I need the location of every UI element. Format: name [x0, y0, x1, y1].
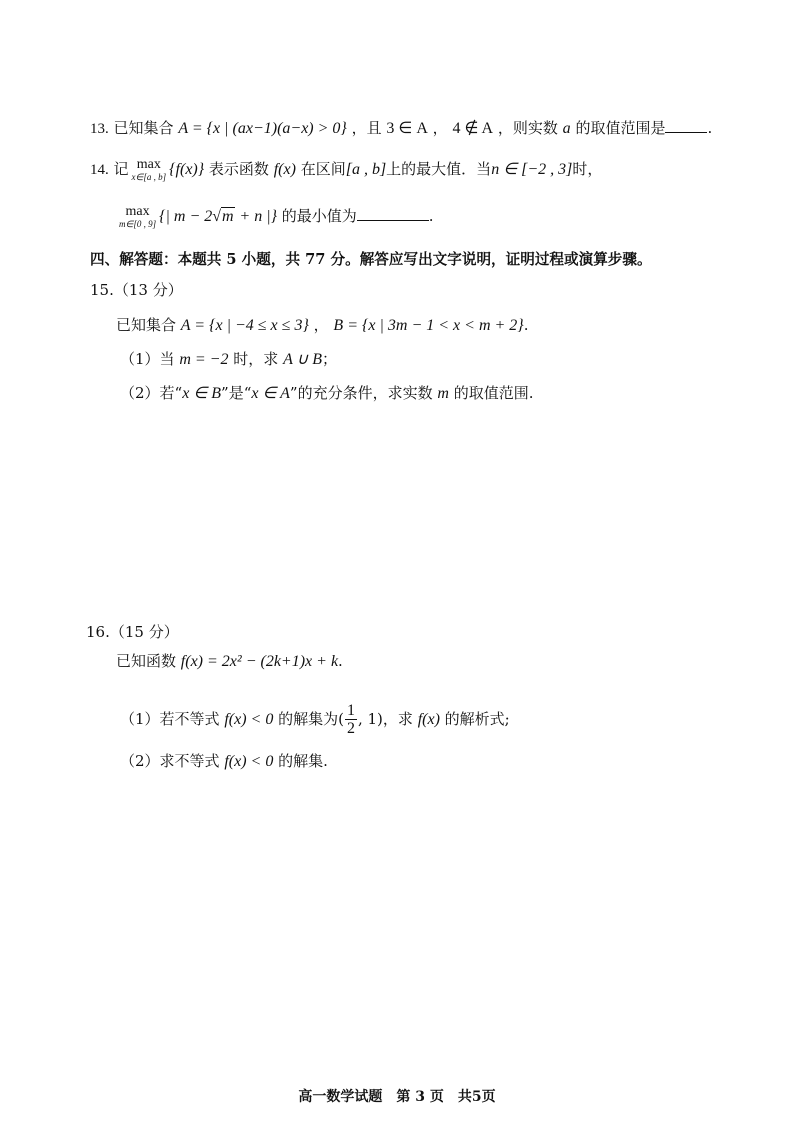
question-14-text-2: 表示函数 [208, 160, 269, 178]
question-14-expr-2a: {| m − 2 [159, 208, 213, 225]
max-operator-2-subscript: m∈[0 , 9] [119, 219, 157, 229]
question-13-end: . [707, 119, 713, 137]
question-16-part-1 [120, 703, 510, 737]
question-16-part-1-inequality: f(x) < 0 [224, 711, 274, 728]
question-16-text-1: 已知函数 [116, 652, 177, 670]
question-16-part-1-label: （1）若不等式 [120, 710, 220, 728]
question-14-expr-2b: + n |} [239, 208, 277, 225]
question-16-part-2-label: （2）求不等式 [120, 752, 220, 770]
question-15-heading: 15.（13 分） [90, 281, 183, 299]
question-14-number: 14. [90, 162, 109, 178]
question-15-part-1-end: ； [322, 350, 338, 368]
question-16-part-2 [120, 750, 328, 773]
question-14-text-4: 上的最大值．当 [386, 160, 492, 178]
fraction-one-half [345, 703, 357, 737]
question-15-set-b: B = {x | 3m − 1 < x < m + 2} [333, 317, 524, 334]
question-15-part-1-label: （1）当 [120, 350, 175, 368]
question-16-part-2-text: 的解集. [278, 752, 328, 770]
question-13-text-3: ， [432, 119, 448, 137]
radical-sign: √ [212, 208, 222, 225]
question-14-text-1: 记 [113, 160, 129, 178]
max-operator-2-label: max [125, 204, 150, 219]
question-16-part-1-fx: f(x) [417, 711, 440, 728]
fraction-denominator: 2 [346, 720, 355, 737]
max-operator-1-subscript: x∈[a , b] [131, 172, 167, 182]
question-15-part-1 [120, 348, 337, 371]
question-14-answer-blank [357, 206, 429, 221]
question-15-part-1-text: 时，求 [233, 350, 279, 368]
section-4-title: 四、解答题：本题共 5 小题，共 77 分。解答应写出文字说明，证明过程或演算步骤。 [90, 251, 652, 268]
question-14-text-5: 时， [572, 160, 603, 178]
question-15-part-2-b: x ∈ A [251, 385, 290, 402]
question-13-text-5: 的取值范围是 [575, 119, 666, 137]
question-15-part-2-a: x ∈ B [182, 385, 222, 402]
question-13-text-2: ，且 [351, 119, 382, 137]
max-operator-2 [119, 205, 156, 229]
fraction-numerator: 1 [346, 702, 355, 719]
question-16-head [86, 621, 179, 643]
question-13-text-1: 已知集合 [113, 119, 174, 137]
question-16-part-1-text-3: 的解析式; [444, 710, 510, 728]
question-16-part-2-inequality: f(x) < 0 [224, 753, 274, 770]
question-13-number: 13. [90, 121, 109, 137]
question-13-text-4: ，则实数 [497, 119, 558, 137]
question-16-function: f(x) = 2x² − (2k+1)x + k [180, 653, 339, 670]
question-16-part-1-text-2: , 1)，求 [357, 710, 413, 728]
max-operator-1-label: max [136, 157, 161, 172]
question-16-stem [116, 650, 343, 673]
question-13-var-a: a [562, 120, 571, 137]
question-16-end: . [338, 652, 343, 670]
section-4-header [90, 249, 652, 271]
question-15-part-1-condition: m = −2 [179, 351, 229, 368]
question-16-part-1-text: 的解集为( [278, 710, 344, 728]
question-14-fx: f(x) [273, 161, 296, 178]
question-14-expr-1: {f(x)} [169, 161, 205, 178]
question-15-end: . [523, 316, 529, 334]
question-15-head [90, 279, 183, 301]
question-15-set-a: A = {x | −4 ≤ x ≤ 3} [180, 317, 309, 334]
question-15-part-2-text-2: ”的充分条件，求实数 [289, 384, 433, 402]
question-15-part-2-label: （2）若“ [120, 384, 183, 402]
question-16-heading: 16.（15 分） [86, 623, 179, 641]
radicand: m [222, 208, 234, 225]
sqrt-symbol [212, 205, 234, 228]
question-14-interval: [a , b] [345, 161, 387, 178]
question-15-part-2-text-1: ”是“ [221, 384, 252, 402]
question-15-part-2 [120, 382, 533, 405]
question-14-condition: n ∈ [−2 , 3] [491, 161, 573, 178]
page-footer [0, 1086, 794, 1106]
max-operator-1 [132, 158, 167, 182]
question-15-text-2: ， [313, 316, 329, 334]
question-15-part-1-expr: A ∪ B [283, 351, 323, 368]
question-13-set-a: A = {x | (ax−1)(a−x) > 0} [178, 120, 347, 137]
question-14-text-3: 在区间 [300, 160, 346, 178]
page-footer-text: 高一数学试题 第 3 页 共5页 [298, 1089, 496, 1105]
question-14-end: . [428, 207, 434, 225]
question-15-stem [116, 314, 528, 337]
question-13-condition-1: 3 ∈ A [386, 120, 428, 137]
question-13-condition-2: 4 ∉ A [452, 120, 494, 137]
question-14-text-6: 的最小值为 [281, 207, 357, 225]
question-15-text-1: 已知集合 [116, 316, 177, 334]
question-14-line-2 [116, 205, 434, 229]
question-13 [90, 117, 712, 140]
question-15-part-2-var: m [437, 385, 449, 402]
question-15-part-2-text-3: 的取值范围. [453, 384, 534, 402]
question-13-answer-blank [665, 118, 707, 133]
question-14 [90, 158, 602, 182]
